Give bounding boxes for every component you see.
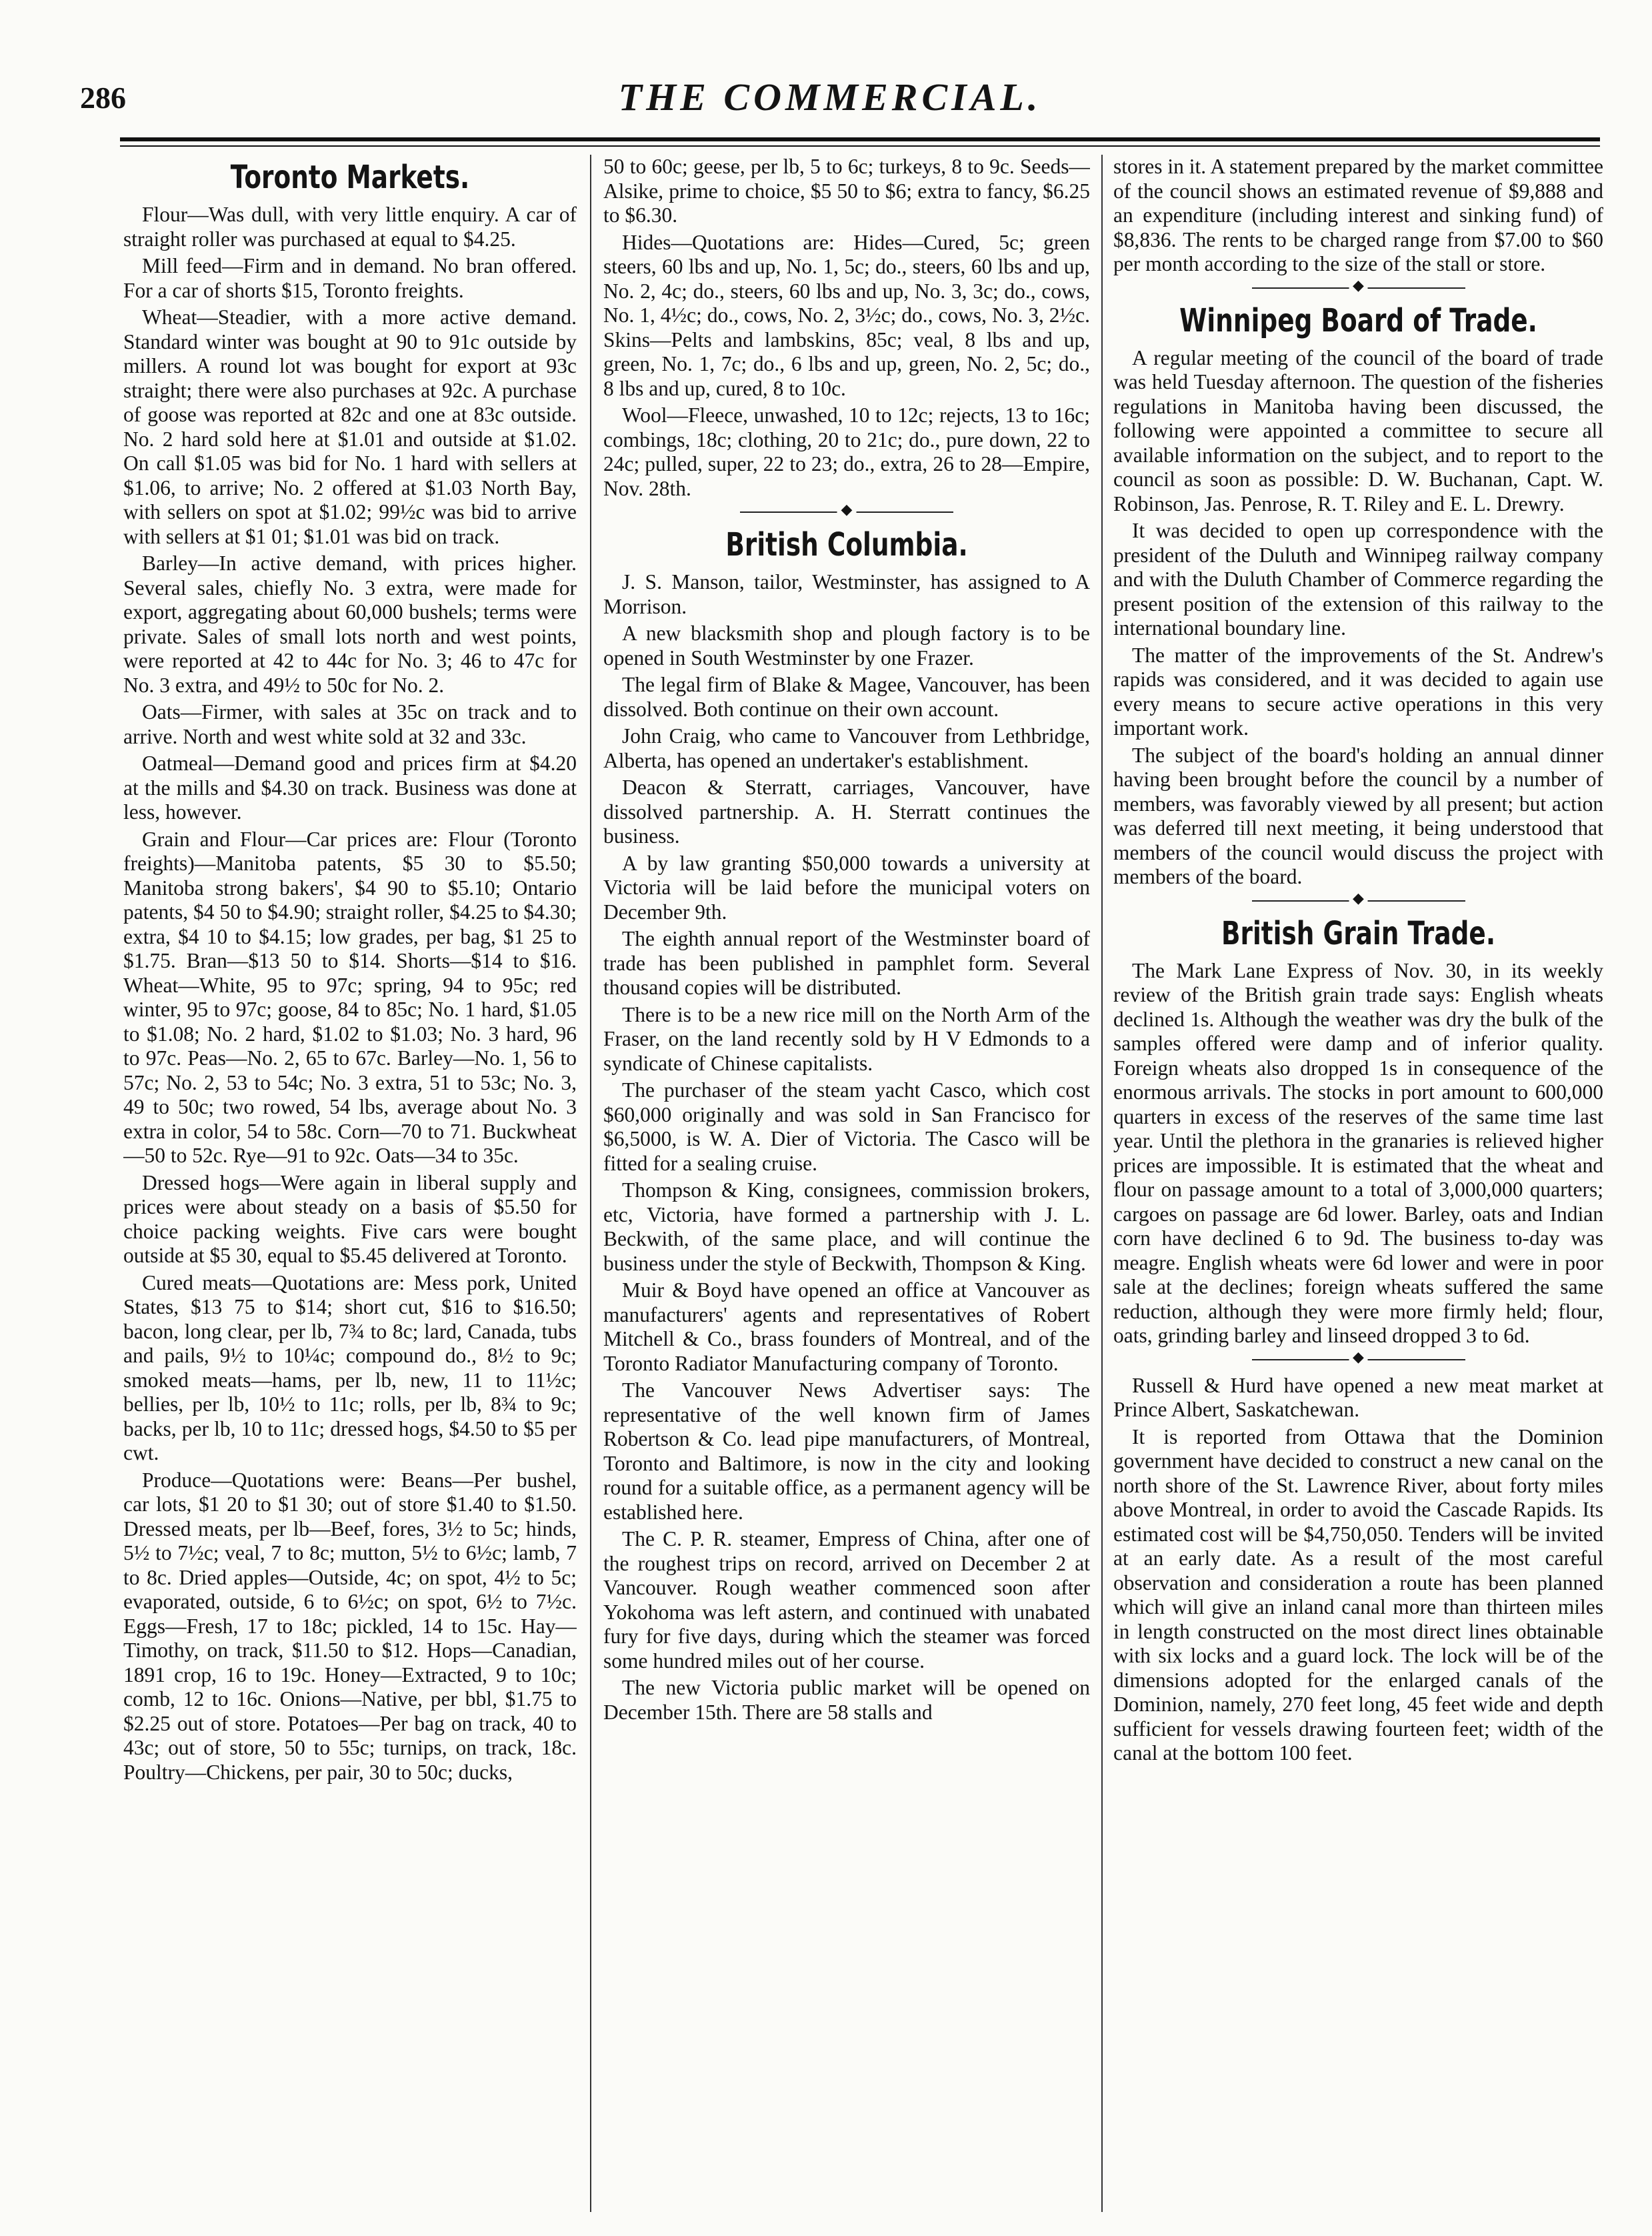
article-paragraph: The Vancouver News Advertiser says: The representative of the well known firm of James Robertson & Co. lead pipe manufacturers, of Montreal, Toronto and Baltimore, is now in the city and looking round for a suitable office, as a permanent agency will be established here. xyxy=(603,1378,1090,1524)
article-paragraph: Oats—Firmer, with sales at 35c on track and to arrive. North and west white sold at 32 and 33c. xyxy=(123,700,577,748)
column-3 xyxy=(1113,155,1603,2212)
ornament-divider xyxy=(1252,282,1465,294)
article-paragraph: Wool—Fleece, unwashed, 10 to 12c; rejects, 13 to 16c; combings, 18c; clothing, 20 to 21c; do., pure down, 22 to 24c; pulled, super, 22 to 23; do., extra, 26 to 28—Empire, Nov. 28th. xyxy=(603,403,1090,500)
column-divider-2 xyxy=(1101,155,1103,2212)
masthead-title: THE COMMERCIAL. xyxy=(618,75,1042,119)
page-number: 286 xyxy=(80,81,126,115)
article-paragraph: The Mark Lane Express of Nov. 30, in its weekly review of the British grain trade says: English wheats declined 1s. Although the weather was dry the bulk of the samples offered were damp and of inferior quality. Foreign wheats also dropped 1s in consequence of the enormous arrivals. The stocks in port amount to 600,000 quarters in excess of the reserves of the same time last year. Until the plethora in the granaries is relieved higher prices are impossible. It is estimated that the wheat and flour on passage amount to a total of 3,000,000 quarters; cargoes on passage are 6d lower. Barley, oats and Indian corn have declined 6 to 9d. The business to-day was meagre. English wheats were 6d lower and were in poor sale at the declines; foreign wheats suffered the same reduction, although they were more firmly held; flour, oats, grinding barley and linseed dropped 3 to 6d. xyxy=(1113,958,1603,1347)
article-paragraph: It is reported from Ottawa that the Dominion government have decided to construct a new canal on the north shore of the St. Lawrence River, about forty miles above Montreal, in order to avoid the Cascade Rapids. Its estimated cost will be $4,750,050. Tenders will be invited at an early date. As a result of the most careful observation and consideration a route has been planned which will give an inland canal more than thirteen miles in length constructed on the most direct lines obtainable with six locks and a guard lock. The lock will be of the dimensions adopted for the enlarged canals of the Dominion, namely, 270 feet long, 45 feet wide and depth sufficient for vessels drawing fourteen feet; width of the canal at the bottom 100 feet. xyxy=(1113,1424,1603,1765)
article-paragraph: Oatmeal—Demand good and prices firm at $4.20 at the mills and $4.30 on track. Business was done at less, however. xyxy=(123,752,577,824)
article-paragraph: There is to be a new rice mill on the North Arm of the Fraser, on the land recently sold by H V Edmonds to a syndicate of Chinese capitalists. xyxy=(603,1002,1090,1075)
article-paragraph: The matter of the improvements of the St. Andrew's rapids was considered, and it was decided to again use every means to secure active operations in this very important work. xyxy=(1113,643,1603,740)
article-paragraph: The eighth annual report of the Westminster board of trade has been published in pamphlet form. Several thousand copies will be distributed. xyxy=(603,927,1090,999)
article-paragraph: Produce—Quotations were: Beans—Per bushel, car lots, $1 20 to $1 30; out of store $1.40 to $1.50. Dressed meats, per lb—Beef, fores, 3½ to 5c; hinds, 5½ to 7½c; veal, 7 to 8c; mutton, 5½ to 6½c; lamb, 7 to 8c. Dried apples—Outside, 4c; on spot, 4½ to 5c; evaporated, outside, 6 to 6½c; on spot, 6½ to 7½c. Eggs—Fresh, 17 to 18c; pickled, 14 to 15c. Hay—Timothy, on track, $11.50 to $12. Hops—Canadian, 1891 crop, 16 to 19c. Honey—Extracted, 9 to 10c; comb, 12 to 16c. Onions—Native, per bbl, $1.75 to $2.25 out of store. Potatoes—Per bag on track, 40 to 43c; out of store, 50 to 55c; turnips, on track, 18c. Poultry—Chickens, per pair, 30 to 50c; ducks, xyxy=(123,1468,577,1784)
article-paragraph: John Craig, who came to Vancouver from Lethbridge, Alberta, has opened an undertaker's establishment. xyxy=(603,724,1090,772)
page-header xyxy=(80,75,1580,128)
header-rule-thin xyxy=(120,145,1600,147)
article-paragraph: It was decided to open up correspondence with the president of the Duluth and Winnipeg railway company and with the Duluth Chamber of Commerce regarding the present position of the extension of this railway to the international boundary line. xyxy=(1113,519,1603,640)
section-heading: Toronto Markets. xyxy=(230,159,470,196)
ornament-divider xyxy=(740,506,953,518)
column-2 xyxy=(603,155,1090,2212)
article-paragraph: The new Victoria public market will be opened on December 15th. There are 58 stalls and xyxy=(603,1676,1090,1724)
article-paragraph: Russell & Hurd have opened a new meat market at Prince Albert, Saskatchewan. xyxy=(1113,1373,1603,1421)
article-paragraph: Hides—Quotations are: Hides—Cured, 5c; green steers, 60 lbs and up, No. 1, 5c; do., steers, 60 lbs and up, No. 2, 4c; do., steers, 60 lbs and up, No. 3, 3c; do., cows, No. 1, 4½c; do., cows, No. 2, 3½c; do., cows, No. 3, 2½c. Skins—Pelts and lambskins, 85c; veal, 8 lbs and up, green, No. 1, 7c; do., 6 lbs and up, green, No. 2, 5c; do., 8 lbs and up, cured, 8 to 10c. xyxy=(603,230,1090,400)
article-paragraph: Cured meats—Quotations are: Mess pork, United States, $13 75 to $14; short cut, $16 to $16.50; bacon, long clear, per lb, 7¾ to 8c; lard, Canada, tubs and pails, 9½ to 10¼c; compound do., 8½ to 9c; smoked meats—hams, per lb, new, 11 to 11½c; bellies, per lb, 10½ to 11c; rolls, per lb, 8¾ to 9c; backs, per lb, 10 to 11c; dressed hogs, $4.50 to $5 per cwt. xyxy=(123,1270,577,1464)
column-divider-1 xyxy=(590,155,591,2212)
article-paragraph: Thompson & King, consignees, commission brokers, etc, Victoria, have formed a partnership with J. L. Beckwith, of the same place, and will continue the business under the style of Beckwith, Thompson & King. xyxy=(603,1178,1090,1275)
article-paragraph: Mill feed—Firm and in demand. No bran offered. For a car of shorts $15, Toronto freights. xyxy=(123,254,577,302)
article-paragraph: Barley—In active demand, with prices higher. Several sales, chiefly No. 3 extra, were made for export, aggregating about 60,000 bushels; terms were private. Sales of small lots north and west points, were reported at 42 to 44c for No. 3; 46 to 47c for No. 3 extra, and 49½ to 50c for No. 2. xyxy=(123,551,577,697)
article-paragraph: Muir & Boyd have opened an office at Vancouver as manufacturers' agents and representatives of Robert Mitchell & Co., brass founders of Montreal, and of the Toronto Radiator Manufacturing company of Toronto. xyxy=(603,1278,1090,1375)
article-paragraph: Dressed hogs—Were again in liberal supply and prices were about steady on a basis of $5.50 for choice packing weights. Five cars were bought outside at $5 30, equal to $5.45 delivered at Toronto. xyxy=(123,1170,577,1267)
article-paragraph: J. S. Manson, tailor, Westminster, has assigned to A Morrison. xyxy=(603,570,1090,618)
section-heading: British Grain Trade. xyxy=(1221,914,1496,952)
article-paragraph: A new blacksmith shop and plough factory is to be opened in South Westminster by one Frazer. xyxy=(603,622,1090,670)
article-paragraph: The legal firm of Blake & Magee, Vancouver, has been dissolved. Both continue on their own account. xyxy=(603,673,1090,721)
article-paragraph: A regular meeting of the council of the board of trade was held Tuesday afternoon. The question of the fisheries regulations in Manitoba having been discussed, the following were appointed a committee to secure all available information on the subject, and to report to the council as soon as possible: D. W. Buchanan, Capt. W. Robinson, Jas. Penrose, R. T. Riley and E. L. Drewry. xyxy=(1113,345,1603,515)
ornament-divider xyxy=(1252,895,1465,907)
article-paragraph: The subject of the board's holding an annual dinner having been brought before the council by a number of members, was favorably viewed by all present; but action was deferred till next meeting, it being understood that members of the council would discuss the project with members of the board. xyxy=(1113,743,1603,888)
article-paragraph: stores in it. A statement prepared by the market committee of the council shows an estimated revenue of $9,888 and an expenditure (including interest and sinking fund) of $8,836. The rents to be charged range from $7.00 to $60 per month according to the size of the stall or store. xyxy=(1113,155,1603,275)
column-1 xyxy=(123,155,577,2212)
article-paragraph: A by law granting $50,000 towards a university at Victoria will be laid before the municipal voters on December 9th. xyxy=(603,851,1090,924)
article-paragraph: Deacon & Sterratt, carriages, Vancouver, have dissolved partnership. A. H. Sterratt continues the business. xyxy=(603,776,1090,848)
article-paragraph: Flour—Was dull, with very little enquiry. A car of straight roller was purchased at equal to $4.25. xyxy=(123,203,577,251)
section-heading: British Columbia. xyxy=(725,526,968,564)
header-rule-thick xyxy=(120,137,1600,141)
article-paragraph: The purchaser of the steam yacht Casco, which cost $60,000 originally and was sold in San Francisco for $6,5000, is W. A. Dier of Victoria. The Casco will be fitted for a sealing cruise. xyxy=(603,1078,1090,1175)
article-paragraph: 50 to 60c; geese, per lb, 5 to 6c; turkeys, 8 to 9c. Seeds—Alsike, prime to choice, $5 50 to $6; extra to fancy, $6.25 to $6.30. xyxy=(603,155,1090,227)
section-heading: Winnipeg Board of Trade. xyxy=(1179,301,1537,339)
article-paragraph: Grain and Flour—Car prices are: Flour (Toronto freights)—Manitoba patents, $5 30 to $5.50; Manitoba strong bakers', $4 90 to $5.10; Ontario patents, $4 50 to $4.90; straight roller, $4.25 to $4.30; extra, $4 10 to $4.15; low grades, per bag, $1 25 to $1.75. Bran—$13 50 to $14. Shorts—$14 to $16. Wheat—White, 95 to 97c; spring, 94 to 95c; red winter, 95 to 97c; goose, 84 to 85c; No. 1 hard, $1.05 to $1.08; No. 2 hard, $1.02 to $1.03; No. 3 hard, 96 to 97c. Peas—No. 2, 65 to 67c. Barley—No. 1, 56 to 57c; No. 2, 53 to 54c; No. 3 extra, 51 to 53c; No. 3, 49 to 50c; two rowed, 54 lbs, average about No. 3 extra in color, 54 to 58c. Corn—70 to 71. Buckwheat—50 to 52c. Rye—91 to 92c. Oats—34 to 35c. xyxy=(123,827,577,1167)
article-paragraph: Wheat—Steadier, with a more active demand. Standard winter was bought at 90 to 91c outside by millers. A round lot was bought for export at 93c straight; there were also purchases at 92c. A purchase of goose was reported at 82c and one at 83c outside. No. 2 hard sold here at $1.01 and outside at $1.02. On call $1.05 was bid for No. 1 hard with sellers at $1.06, to arrive; No. 2 offered at $1.03 North Bay, with sellers on spot at $1.02; 99½c was bid to arrive with sellers at $1 01; $1.01 was bid on track. xyxy=(123,305,577,548)
ornament-divider xyxy=(1252,1354,1465,1366)
article-paragraph: The C. P. R. steamer, Empress of China, after one of the roughest trips on record, arrived on December 2 at Vancouver. Rough weather commenced soon after Yokohoma was left astern, and continued with unabated fury for five days, during which the steamer was forced some hundred miles out of her course. xyxy=(603,1527,1090,1672)
